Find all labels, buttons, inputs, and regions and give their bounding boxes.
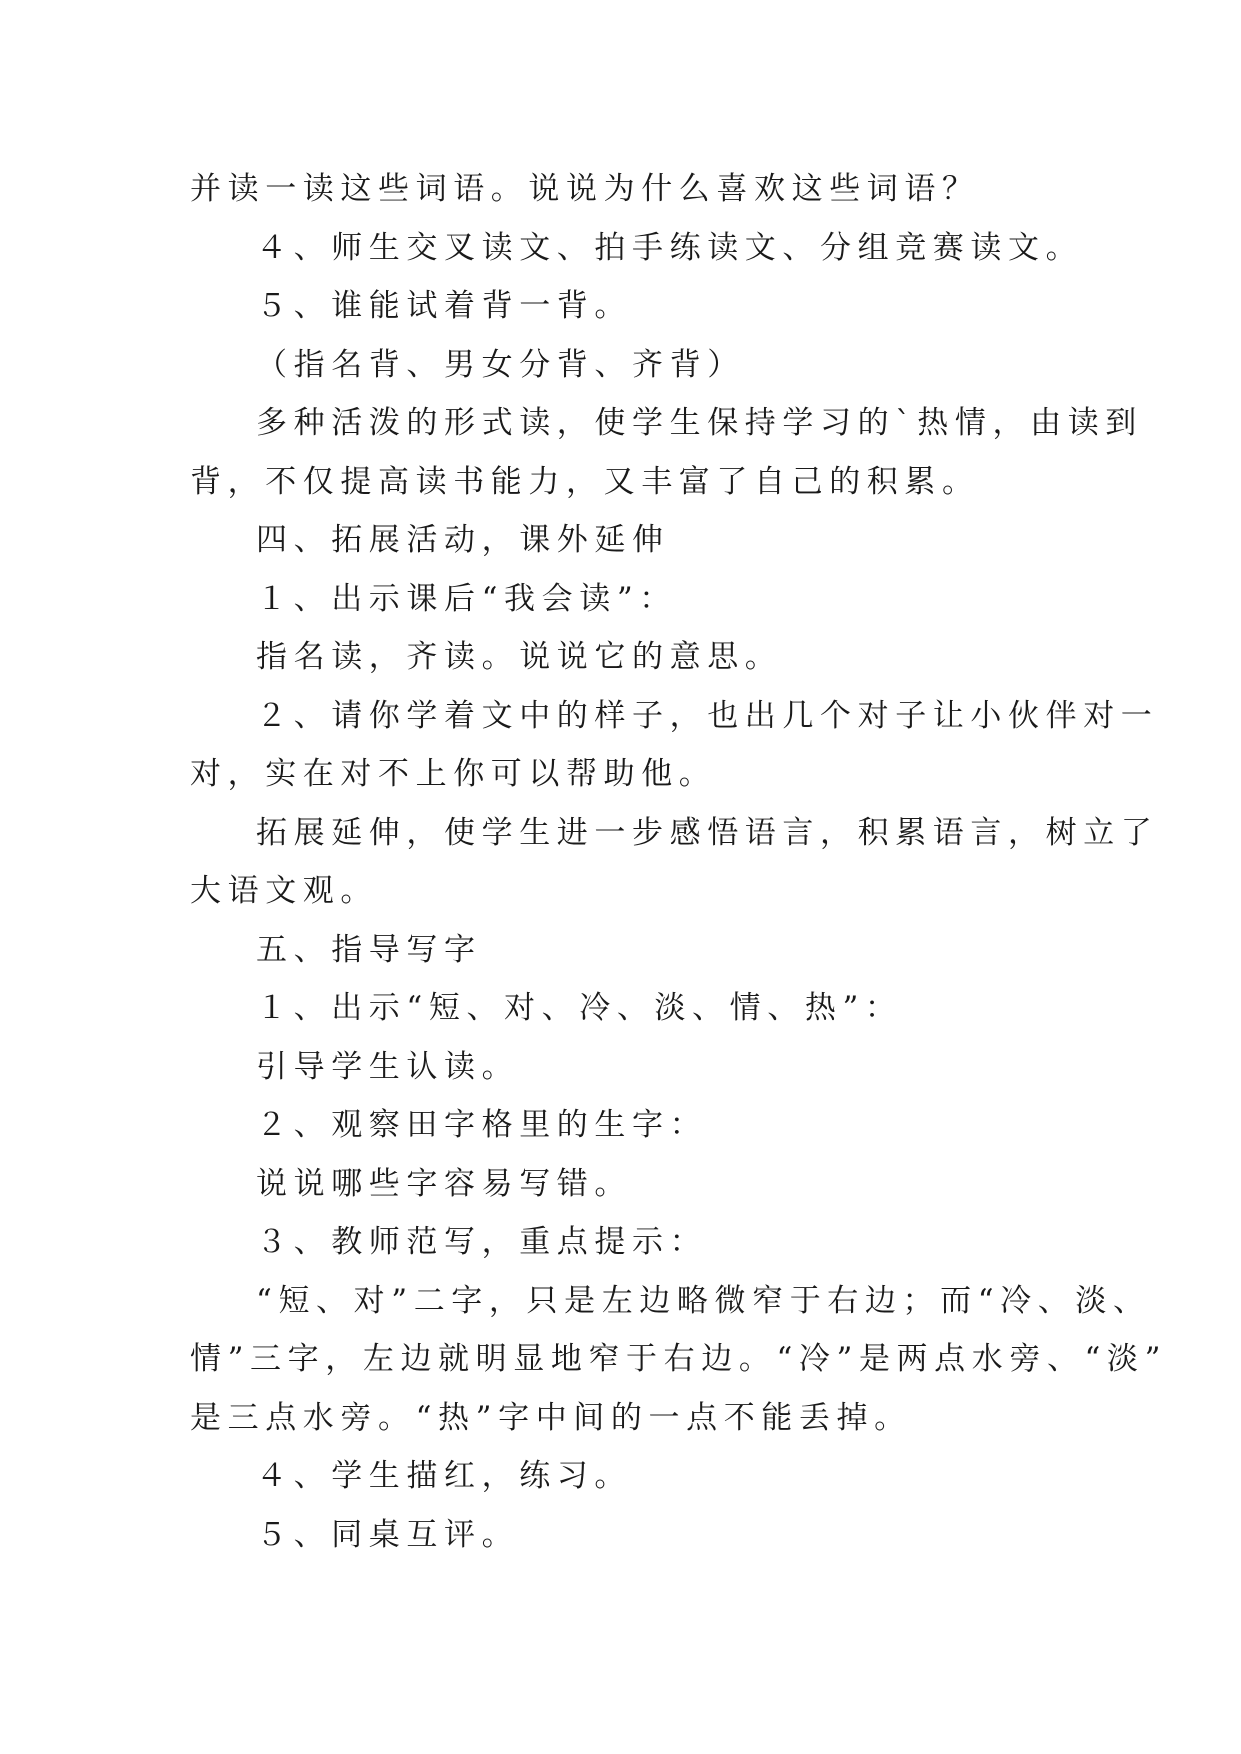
text-line: １、出示“短、对、冷、淡、情、热”： [256, 990, 903, 1026]
section-heading: 四、拓展活动，课外延伸 [256, 522, 670, 558]
text-line: “短、对”二字，只是左边略微窄于右边；而“冷、淡、 [256, 1282, 1151, 1319]
text-line: １、出示课后“我会读”： [256, 580, 677, 617]
text-line: 说说哪些字容易写错。 [256, 1165, 632, 1202]
text-line: 对，实在对不上你可以帮助他。 [190, 756, 717, 792]
text-line: 大语文观。 [190, 873, 378, 909]
text-line: 并读一读这些词语。说说为什么喜欢这些词语？ [190, 171, 980, 207]
section-heading: 五、指导写字 [256, 931, 482, 968]
text-line: ３、教师范写，重点提示： [256, 1224, 708, 1260]
text-line: 是三点水旁。“热”字中间的一点不能丢掉。 [190, 1399, 912, 1436]
text-line: 情”三字，左边就明显地窄于右边。“冷”是两点水旁、“淡” [190, 1341, 1168, 1377]
text-line: ４、学生描红，练习。 [256, 1458, 632, 1494]
text-line: 指名读，齐读。说说它的意思。 [256, 639, 783, 675]
text-line: 多种活泼的形式读，使学生保持学习的`热情，由读到 [256, 405, 1143, 441]
text-line: ２、请你学着文中的样子，也出几个对子让小伙伴对一 [256, 697, 1159, 734]
text-line: ５、同桌互评。 [256, 1516, 520, 1553]
text-line: ２、观察田字格里的生字： [256, 1107, 708, 1143]
text-line: ５、谁能试着背一背。 [256, 288, 632, 324]
text-line: 引导学生认读。 [256, 1048, 520, 1085]
text-line: 背，不仅提高读书能力，又丰富了自己的积累。 [190, 463, 980, 500]
text-line: ４、师生交叉读文、拍手练读文、分组竞赛读文。 [256, 229, 1084, 266]
text-line: （指名背、男女分背、齐背） [256, 346, 745, 383]
document-body [190, 160, 1168, 1564]
text-line: 拓展延伸，使学生进一步感悟语言，积累语言，树立了 [256, 814, 1159, 851]
